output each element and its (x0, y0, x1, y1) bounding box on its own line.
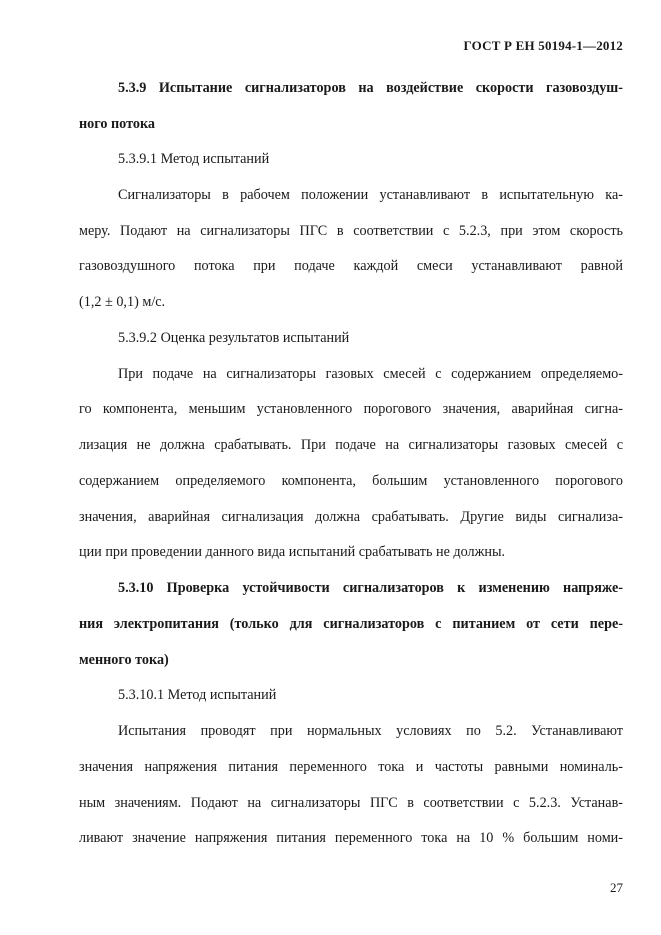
paragraph-line: го компонента, меньшим установленного порогового значения, аварийная сигна- (79, 401, 623, 417)
paragraph-line: Испытания проводят при нормальных условиях по 5.2. Устанавливают (118, 723, 623, 739)
section-heading-5-3-10-cont: менного тока) (79, 652, 169, 668)
document-header: ГОСТ Р ЕН 50194-1—2012 (463, 38, 623, 53)
paragraph-line: (1,2 ± 0,1) м/с. (79, 294, 166, 310)
subsection-heading-5-3-9-1: 5.3.9.1 Метод испытаний (118, 151, 270, 167)
paragraph-line: содержанием определяемого компонента, большим установленного порогового (79, 473, 623, 489)
paragraph-line: газовоздушного потока при подаче каждой смеси устанавливают равной (79, 258, 623, 274)
subsection-heading-5-3-10-1: 5.3.10.1 Метод испытаний (118, 687, 277, 703)
section-heading-5-3-10: 5.3.10 Проверка устойчивости сигнализаторов к изменению напряже- (118, 580, 623, 596)
section-heading-5-3-9-cont: ного потока (79, 116, 156, 132)
page-number: 27 (610, 880, 623, 895)
paragraph-line: ливают значение напряжения питания переменного тока на 10 % большим номи- (79, 830, 623, 846)
paragraph-line: значения напряжения питания переменного тока и частоты равными номиналь- (79, 759, 623, 775)
paragraph-line: При подаче на сигнализаторы газовых смесей с содержанием определяемо- (118, 366, 623, 382)
paragraph-line: Сигнализаторы в рабочем положении устанавливают в испытательную ка- (118, 187, 623, 203)
paragraph-line: ным значениям. Подают на сигнализаторы ПГС в соответствии с 5.2.3. Устанав- (79, 795, 623, 811)
section-heading-5-3-9: 5.3.9 Испытание сигнализаторов на воздействие скорости газовоздуш- (118, 80, 623, 96)
paragraph-line: ции при проведении данного вида испытаний срабатывать не должны. (79, 544, 506, 560)
paragraph-line: лизация не должна срабатывать. При подаче на сигнализаторы газовых смесей с (79, 437, 623, 453)
section-heading-5-3-10-cont: ния электропитания (только для сигнализаторов с питанием от сети пере- (79, 616, 623, 632)
paragraph-line: значения, аварийная сигнализация должна срабатывать. Другие виды сигнализа- (79, 509, 623, 525)
subsection-heading-5-3-9-2: 5.3.9.2 Оценка результатов испытаний (118, 330, 350, 346)
paragraph-line: меру. Подают на сигнализаторы ПГС в соответствии с 5.2.3, при этом скорость (79, 223, 623, 239)
